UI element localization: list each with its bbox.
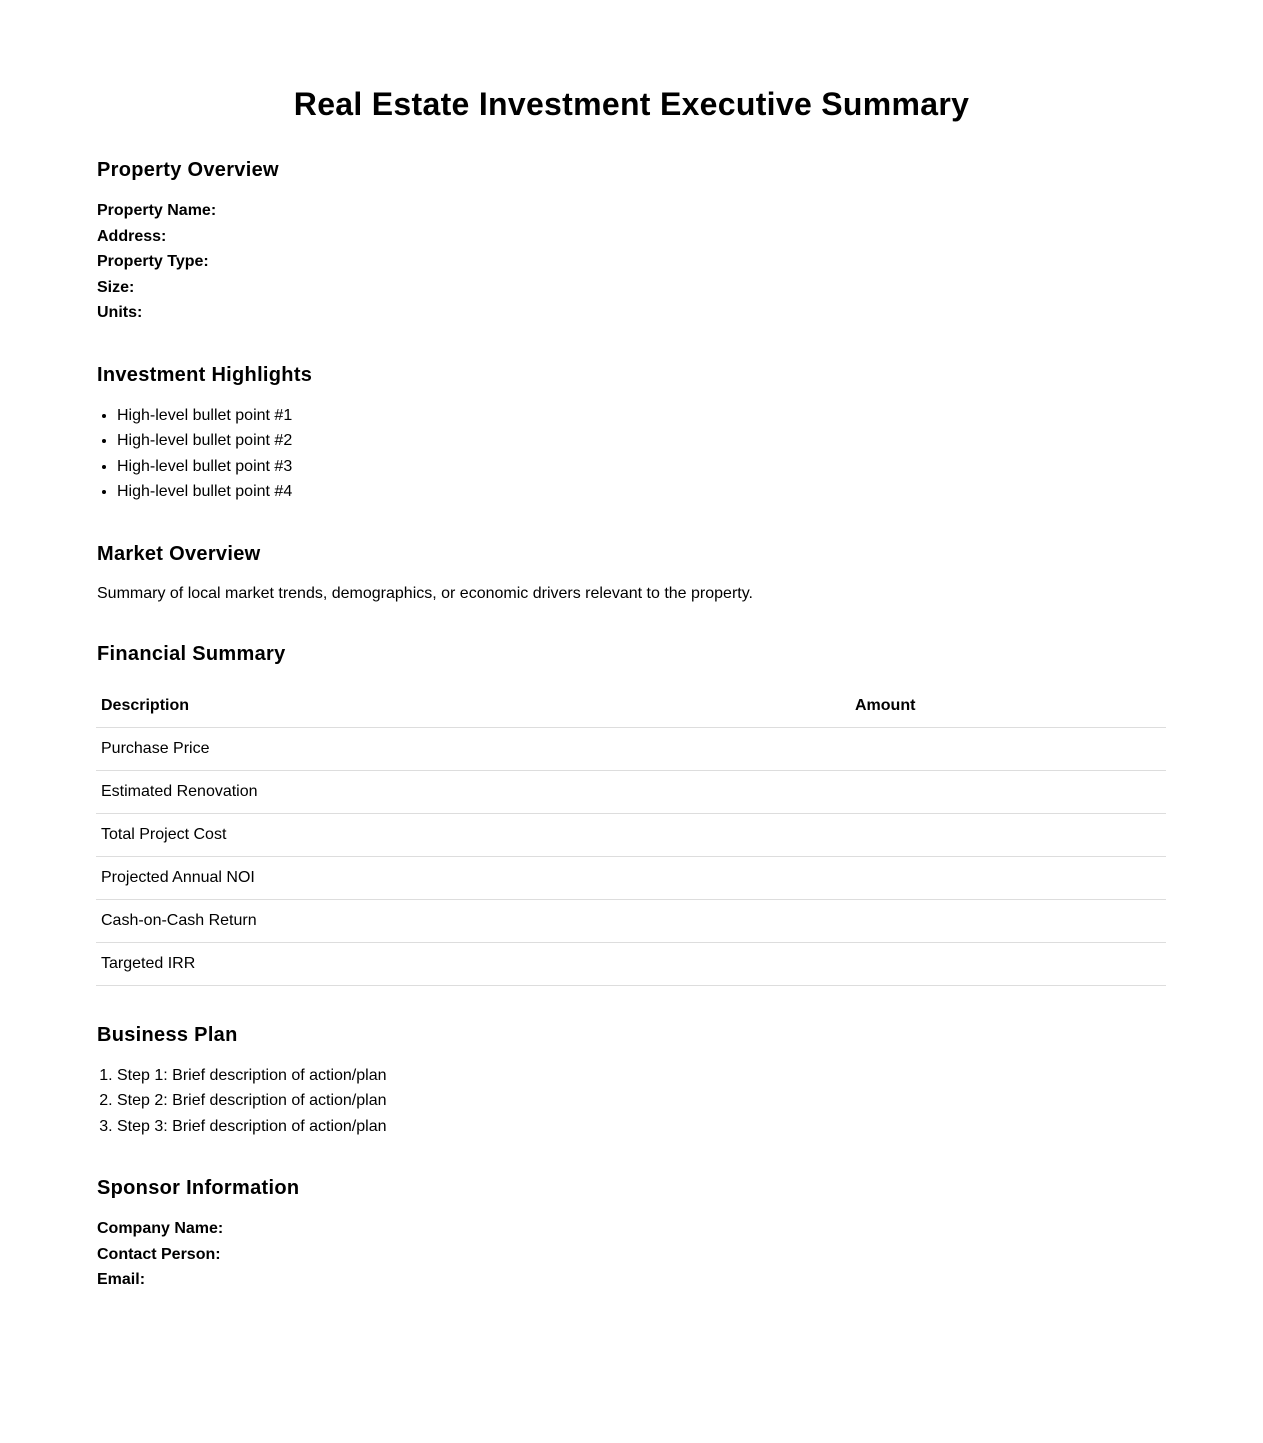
section-heading: Market Overview [97,542,261,565]
column-header-description: Description [96,685,850,728]
financial-summary-section [97,642,1166,986]
field-units: Units: [97,304,143,321]
table-row [96,813,1166,856]
cell-description: Total Project Cost [96,813,850,856]
section-heading: Financial Summary [97,642,286,665]
list-item: 3. Step 3: Brief description of action/plan [117,1114,1166,1140]
list-item: 2. Step 2: Brief description of action/plan [117,1088,1166,1114]
field-address: Address: [97,227,167,245]
column-header-amount: Amount [850,685,1166,728]
cell-amount [850,942,1166,985]
property-fields [97,198,1166,326]
investment-highlights-section [97,363,1166,505]
cell-amount [850,899,1166,942]
section-heading: Sponsor Information [97,1177,300,1199]
field-contact-person: Contact Person: [97,1245,221,1263]
table-row [96,727,1166,770]
list-item: 1. Step 1: Brief description of action/plan [117,1063,1166,1089]
cell-description: Purchase Price [96,727,850,770]
cell-description: Estimated Renovation [96,770,850,813]
cell-description: Targeted IRR [96,942,850,985]
field-email: Email: [97,1271,146,1288]
list-item: • High-level bullet point #4 [117,479,1166,505]
business-plan-section [97,1023,1166,1140]
cell-amount [850,727,1166,770]
cell-description: Projected Annual NOI [96,856,850,899]
table-row [96,899,1166,942]
table-header-row [96,685,1166,728]
cell-amount [850,813,1166,856]
section-heading: Property Overview [97,159,279,181]
section-heading: Investment Highlights [97,363,313,386]
table-row [96,942,1166,985]
financial-table [96,685,1166,986]
document-title: Real Estate Investment Executive Summary [293,86,970,122]
list-item: • High-level bullet point #3 [117,454,1166,480]
market-overview-text: Summary of local market trends, demographics, or economic drivers relevant to the property. [97,584,753,602]
sponsor-fields [97,1216,1166,1293]
field-size: Size: [97,278,135,296]
field-property-type: Property Type: [97,253,209,270]
table-row [96,856,1166,899]
cell-description: Cash-on-Cash Return [96,899,850,942]
cell-amount [850,856,1166,899]
field-company-name: Company Name: [97,1220,224,1237]
sponsor-information-section [97,1176,1166,1293]
list-item: • High-level bullet point #1 [117,403,1166,429]
field-property-name: Property Name: [97,202,217,219]
section-heading: Business Plan [97,1023,238,1046]
list-item: • High-level bullet point #2 [117,428,1166,454]
cell-amount [850,770,1166,813]
property-overview-section [97,158,1166,326]
business-plan-steps [97,1063,1166,1140]
highlights-list [97,403,1166,505]
market-overview-section [97,542,1166,605]
table-row [96,770,1166,813]
